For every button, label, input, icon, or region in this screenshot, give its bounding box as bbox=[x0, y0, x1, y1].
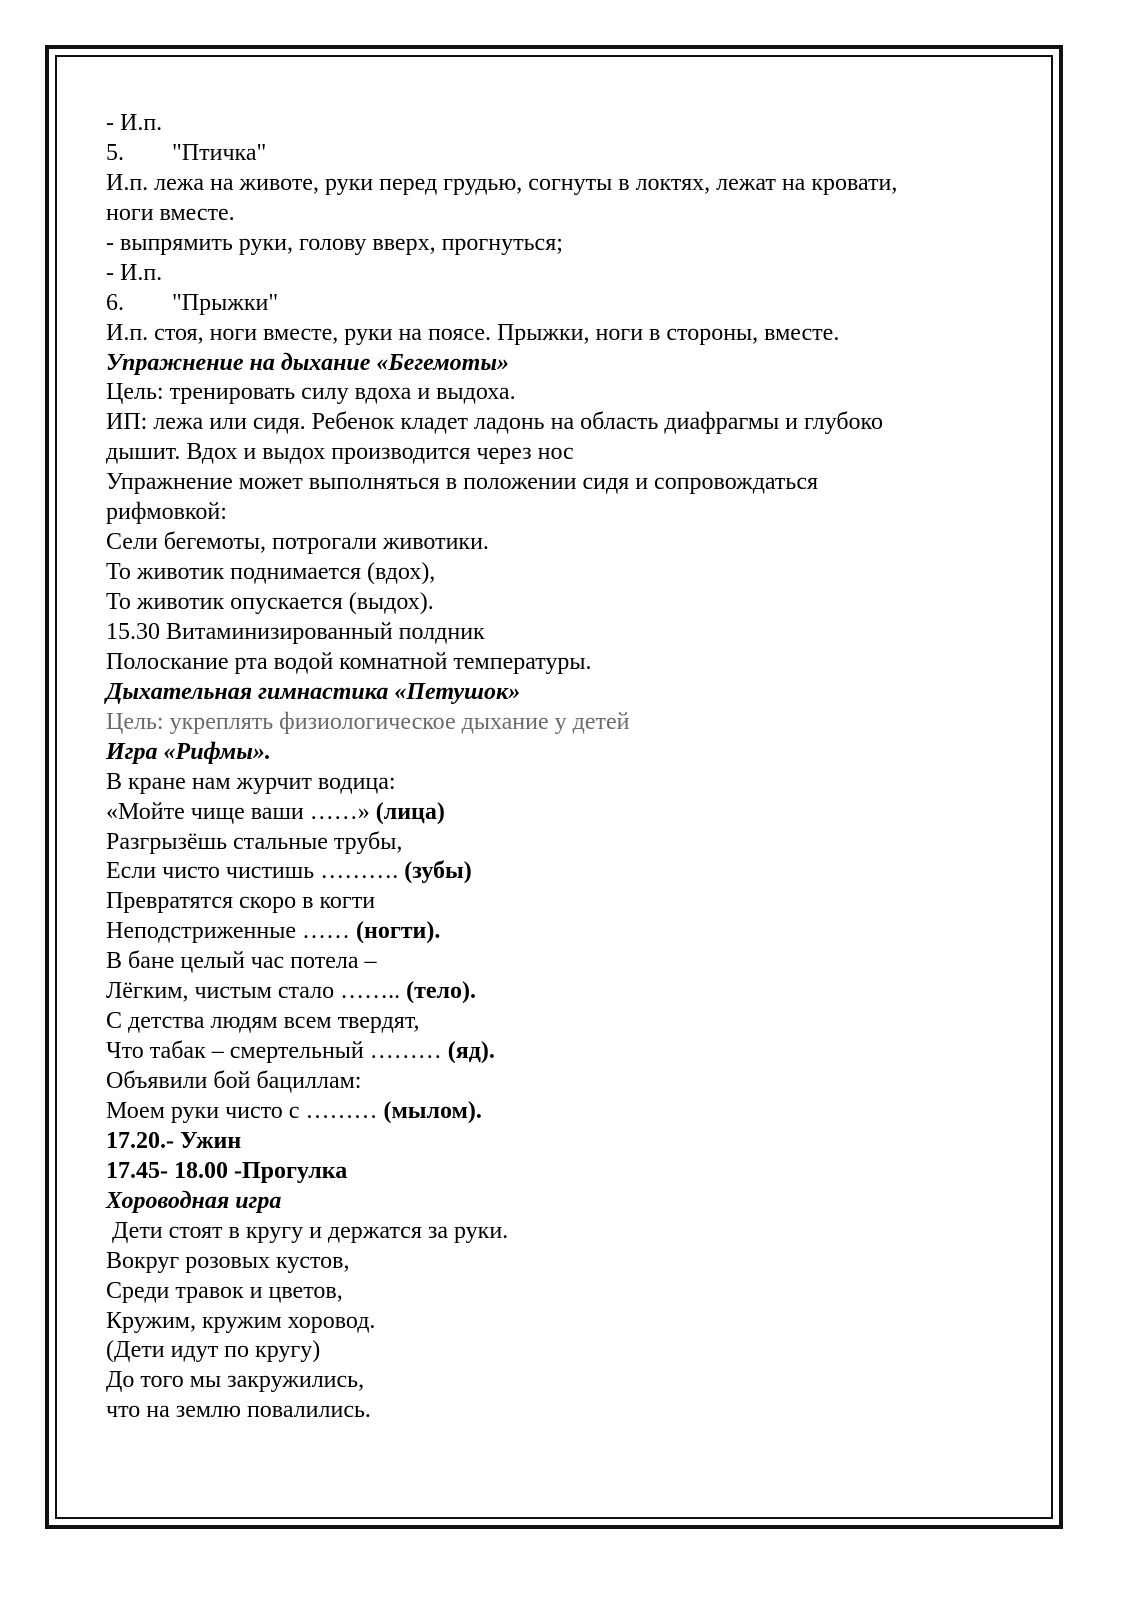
line-text: ноги вместе. bbox=[106, 199, 235, 226]
text-line bbox=[106, 498, 1006, 528]
section-heading bbox=[106, 738, 1006, 768]
text-line bbox=[106, 408, 1006, 438]
text-line bbox=[106, 857, 1006, 887]
line-text: «Мойте чище ваши ……» bbox=[106, 798, 370, 825]
text-line bbox=[106, 1277, 1006, 1307]
line-text: ИП: лежа или сидя. Ребенок кладет ладонь на область диафрагмы и глубоко bbox=[106, 409, 883, 436]
line-text: Что табак – смертельный ……… bbox=[106, 1038, 442, 1065]
line-text: 17.45- 18.00 -Прогулка bbox=[106, 1157, 348, 1184]
text-line bbox=[106, 1307, 1006, 1337]
line-text: 17.20.- Ужин bbox=[106, 1127, 242, 1154]
line-text: И.п. лежа на животе, руки перед грудью, согнуты в локтях, лежат на кровати, bbox=[106, 169, 898, 196]
line-text: "Птичка" bbox=[172, 139, 267, 166]
list-number: 5. bbox=[106, 139, 124, 166]
text-line bbox=[106, 1396, 1006, 1426]
line-text: В бане целый час потела – bbox=[106, 948, 377, 975]
rhyme-answer: (тело). bbox=[406, 978, 476, 1005]
line-text: То животик поднимается (вдох), bbox=[106, 559, 436, 586]
text-line bbox=[106, 1067, 1006, 1097]
text-line bbox=[106, 109, 1006, 139]
line-text: Упражнение может выполняться в положении сидя и сопровождаться bbox=[106, 469, 819, 496]
line-text: Объявили бой бациллам: bbox=[106, 1068, 362, 1094]
section-heading bbox=[106, 1187, 1006, 1217]
text-line bbox=[106, 1217, 1006, 1247]
line-text: До того мы закружились, bbox=[106, 1367, 365, 1394]
line-text: (Дети идут по кругу) bbox=[106, 1337, 321, 1364]
line-text: И.п. стоя, ноги вместе, руки на поясе. Прыжки, ноги в стороны, вместе. bbox=[106, 319, 840, 346]
line-text: Упражнение на дыхание «Бегемоты» bbox=[106, 349, 509, 376]
line-text: 15.30 Витаминизированный полдник bbox=[106, 618, 485, 645]
document-body bbox=[106, 109, 1006, 1426]
text-line bbox=[106, 378, 1006, 408]
text-line bbox=[106, 1007, 1006, 1037]
text-line bbox=[106, 1157, 1006, 1187]
line-text: Моем руки чисто с ……… bbox=[106, 1097, 378, 1124]
text-line bbox=[106, 887, 1006, 917]
section-heading bbox=[106, 678, 1006, 708]
line-text: Если чисто чистишь ………. bbox=[106, 858, 399, 885]
rhyme-answer: (мылом). bbox=[383, 1097, 482, 1124]
line-text: - выпрямить руки, голову вверх, прогнуться; bbox=[106, 229, 563, 256]
text-line bbox=[106, 648, 1006, 678]
text-line bbox=[106, 917, 1006, 947]
text-line bbox=[106, 528, 1006, 558]
text-line bbox=[106, 947, 1006, 977]
line-text: что на землю повалились. bbox=[106, 1397, 371, 1424]
line-text: В кране нам журчит водица: bbox=[106, 768, 396, 795]
line-text: Разгрызёшь стальные трубы, bbox=[106, 828, 403, 855]
line-text: Лёгким, чистым стало …….. bbox=[106, 978, 401, 1005]
line-text: С детства людям всем твердят, bbox=[106, 1008, 420, 1035]
line-text: Сели бегемоты, потрогали животики. bbox=[106, 529, 489, 556]
text-line bbox=[106, 798, 1006, 828]
section-heading bbox=[106, 349, 1006, 379]
line-text: Полоскание рта водой комнатной температуры. bbox=[106, 648, 592, 675]
list-number: 6. bbox=[106, 289, 124, 316]
text-line bbox=[106, 1366, 1006, 1396]
text-line bbox=[106, 468, 1006, 498]
line-text: рифмовкой: bbox=[106, 499, 227, 526]
line-text: Цель: укреплять физиологическое дыхание у детей bbox=[106, 708, 630, 735]
line-text: - И.п. bbox=[106, 110, 163, 136]
text-line bbox=[106, 199, 1006, 229]
text-line bbox=[106, 1097, 1006, 1127]
text-line bbox=[106, 558, 1006, 588]
rhyme-answer: (лица) bbox=[375, 798, 445, 825]
line-text: Игра «Рифмы». bbox=[106, 738, 271, 765]
line-text: Вокруг розовых кустов, bbox=[106, 1247, 350, 1274]
line-text: Дети стоят в кругу и держатся за руки. bbox=[106, 1217, 509, 1244]
line-text: Неподстриженные …… bbox=[106, 918, 351, 945]
text-line bbox=[106, 768, 1006, 798]
rhyme-answer: (яд). bbox=[447, 1038, 495, 1065]
line-text: Хороводная игра bbox=[106, 1187, 282, 1214]
text-line bbox=[106, 319, 1006, 349]
rhyme-answer: (ногти). bbox=[356, 918, 441, 945]
text-line bbox=[106, 259, 1006, 289]
text-line bbox=[106, 438, 1006, 468]
line-text: Превратятся скоро в когти bbox=[106, 888, 376, 915]
line-text: - И.п. bbox=[106, 259, 163, 286]
text-line bbox=[106, 708, 1006, 738]
text-line bbox=[106, 1037, 1006, 1067]
text-line bbox=[106, 1336, 1006, 1366]
text-line bbox=[106, 618, 1006, 648]
line-text: То животик опускается (выдох). bbox=[106, 589, 434, 615]
text-line bbox=[106, 588, 1006, 618]
rhyme-answer: (зубы) bbox=[404, 858, 472, 885]
text-line bbox=[106, 139, 1006, 169]
line-text: дышит. Вдох и выдох производится через нос bbox=[106, 439, 574, 466]
text-line bbox=[106, 229, 1006, 259]
line-text: Кружим, кружим хоровод. bbox=[106, 1307, 376, 1334]
line-text: Цель: тренировать силу вдоха и выдоха. bbox=[106, 379, 516, 406]
line-text: Среди травок и цветов, bbox=[106, 1277, 343, 1304]
line-text: "Прыжки" bbox=[172, 289, 279, 316]
text-line bbox=[106, 977, 1006, 1007]
text-line bbox=[106, 169, 1006, 199]
text-line bbox=[106, 1127, 1006, 1157]
text-line bbox=[106, 289, 1006, 319]
text-line bbox=[106, 828, 1006, 858]
text-line bbox=[106, 1247, 1006, 1277]
line-text: Дыхательная гимнастика «Петушок» bbox=[106, 678, 521, 705]
